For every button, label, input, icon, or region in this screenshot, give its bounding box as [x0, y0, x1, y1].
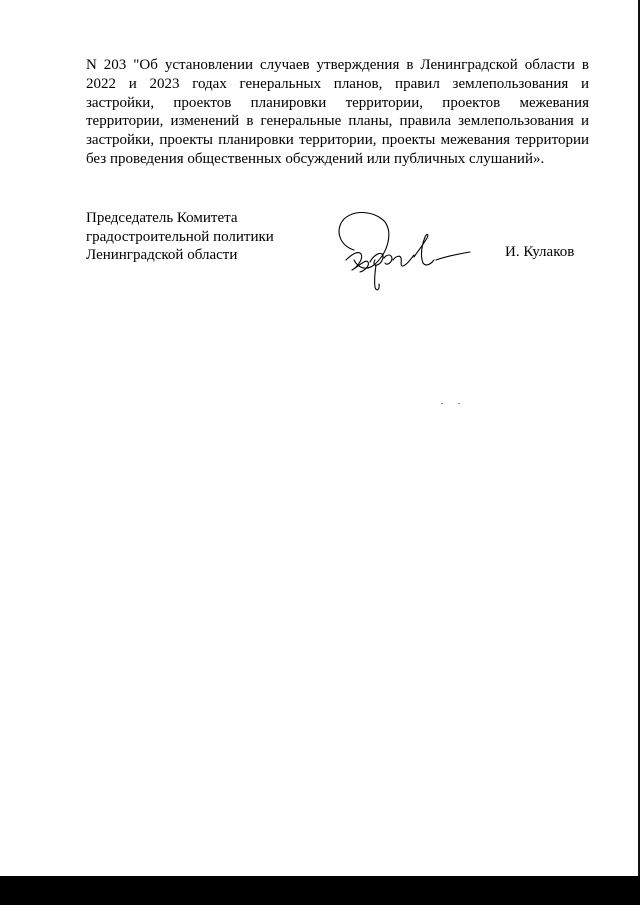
decree-paragraph: N 203 "Об установлении случаев утверждения в Ленинградской области в 2022 и 2023 годах генеральных планов, правил землепользования и застройки, проектов планировки территории, проектов межевания территории, изменений в генеральные планы, правила землепользования и застройки, проекты планировки территории, проекты межевания территории без проведения общественных обсуждений или публичных слушаний».	[86, 57, 589, 167]
scan-speck	[441, 403, 443, 404]
signature-icon	[330, 208, 475, 294]
signatory-position	[86, 209, 274, 265]
position-line-2: градостроительной политики	[86, 228, 274, 245]
position-line-3: Ленинградской области	[86, 247, 238, 263]
signatory-name: И. Кулаков	[505, 244, 575, 260]
scan-bottom-border	[0, 876, 640, 905]
position-line-1: Председатель Комитета	[86, 210, 238, 226]
scan-speck	[458, 403, 460, 404]
